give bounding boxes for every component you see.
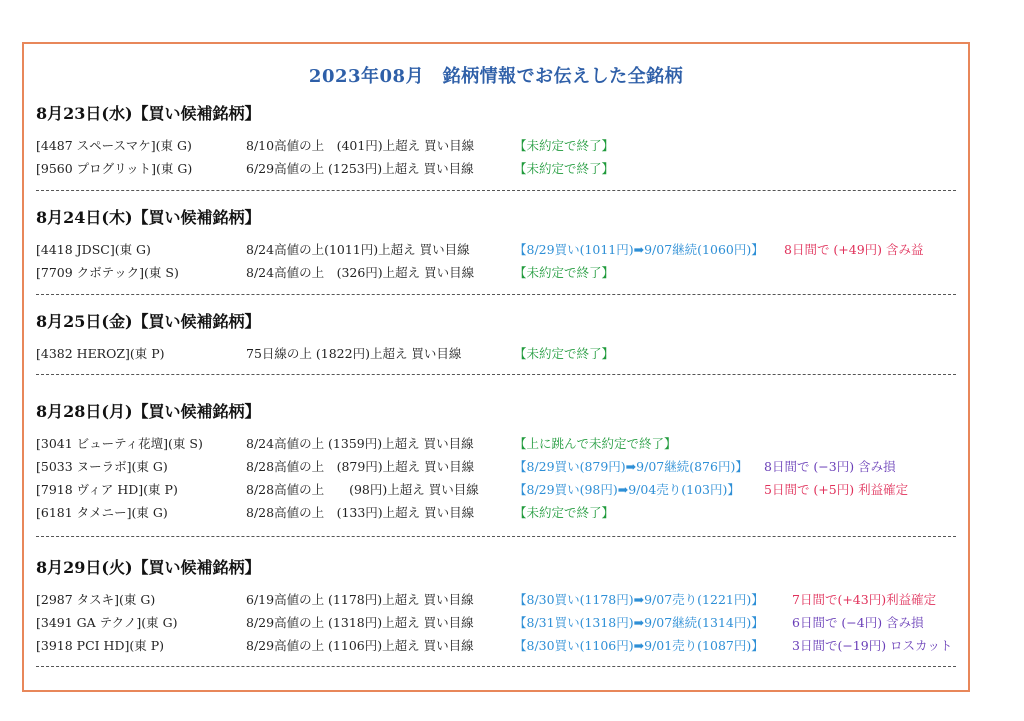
entry-condition: 8/28高値の上 (133円)上超え 買い目線 bbox=[246, 505, 475, 520]
trade-result: 【未約定で終了】 bbox=[514, 265, 615, 280]
trade-outcome: 6日間で (−4円) 含み損 bbox=[792, 615, 924, 630]
stock-name: [2987 タスキ](東 G) bbox=[36, 592, 156, 607]
date-heading: 8月24日(木)【買い候補銘柄】 bbox=[36, 208, 261, 227]
stock-row bbox=[36, 238, 956, 261]
section-divider bbox=[36, 666, 956, 667]
stock-row bbox=[36, 455, 956, 478]
stock-name: [9560 プログリット](東 G) bbox=[36, 161, 193, 176]
date-heading: 8月29日(火)【買い候補銘柄】 bbox=[36, 558, 261, 577]
stock-name: [4418 JDSC](東 G) bbox=[36, 242, 151, 257]
page-title: 2023年08月 銘柄情報でお伝えした全銘柄 bbox=[308, 66, 684, 87]
trade-outcome: 5日間で (+5円) 利益確定 bbox=[764, 482, 909, 497]
trade-result: 【未約定で終了】 bbox=[514, 505, 615, 520]
stock-row bbox=[36, 588, 956, 611]
document-frame bbox=[22, 42, 970, 692]
stock-row bbox=[36, 501, 956, 524]
trade-outcome: 3日間で(−19円) ロスカット bbox=[792, 638, 953, 653]
stock-row bbox=[36, 634, 956, 657]
section-divider bbox=[36, 374, 956, 375]
stock-row bbox=[36, 157, 956, 180]
section-divider bbox=[36, 536, 956, 537]
trade-outcome: 7日間で(+43円)利益確定 bbox=[792, 592, 937, 607]
trade-result: 【8/30買い(1106円)➡9/01売り(1087円)】 bbox=[514, 638, 764, 653]
stock-name: [4487 スペースマケ](東 G) bbox=[36, 138, 192, 153]
date-section bbox=[36, 556, 956, 657]
stock-name: [3918 PCI HD](東 P) bbox=[36, 638, 164, 653]
entry-condition: 8/24高値の上(1011円)上超え 買い目線 bbox=[246, 242, 470, 257]
entry-condition: 6/29高値の上 (1253円)上超え 買い目線 bbox=[246, 161, 474, 176]
trade-result: 【8/31買い(1318円)➡9/07継続(1314円)】 bbox=[514, 615, 764, 630]
entry-condition: 8/29高値の上 (1318円)上超え 買い目線 bbox=[246, 615, 474, 630]
trade-result: 【未約定で終了】 bbox=[514, 138, 615, 153]
entry-condition: 75日線の上 (1822円)上超え 買い目線 bbox=[246, 346, 462, 361]
date-section bbox=[36, 102, 956, 180]
entry-condition: 8/29高値の上 (1106円)上超え 買い目線 bbox=[246, 638, 474, 653]
trade-result: 【8/29買い(98円)➡9/04売り(103円)】 bbox=[514, 482, 740, 497]
stock-name: [3041 ビューティ花壇](東 S) bbox=[36, 436, 203, 451]
trade-outcome: 8日間で (−3円) 含み損 bbox=[764, 459, 896, 474]
stock-row bbox=[36, 432, 956, 455]
entry-condition: 8/24高値の上 (326円)上超え 買い目線 bbox=[246, 265, 475, 280]
entry-condition: 8/28高値の上 (879円)上超え 買い目線 bbox=[246, 459, 475, 474]
entry-condition: 8/10高値の上 (401円)上超え 買い目線 bbox=[246, 138, 475, 153]
date-section bbox=[36, 400, 956, 524]
stock-name: [3491 GA テクノ](東 G) bbox=[36, 615, 178, 630]
stock-row bbox=[36, 342, 956, 365]
stock-name: [7918 ヴィア HD](東 P) bbox=[36, 482, 178, 497]
trade-result: 【未約定で終了】 bbox=[514, 346, 615, 361]
date-heading: 8月23日(水)【買い候補銘柄】 bbox=[36, 104, 261, 123]
trade-result: 【未約定で終了】 bbox=[514, 161, 615, 176]
stock-row bbox=[36, 261, 956, 284]
trade-outcome: 8日間で (+49円) 含み益 bbox=[784, 242, 924, 257]
stock-row bbox=[36, 134, 956, 157]
date-section bbox=[36, 310, 956, 365]
date-heading: 8月25日(金)【買い候補銘柄】 bbox=[36, 312, 261, 331]
section-divider bbox=[36, 294, 956, 295]
stock-name: [6181 タメニー](東 G) bbox=[36, 505, 168, 520]
section-divider bbox=[36, 190, 956, 191]
stock-name: [7709 クボテック](東 S) bbox=[36, 265, 179, 280]
stock-row bbox=[36, 611, 956, 634]
entry-condition: 8/28高値の上 (98円)上超え 買い目線 bbox=[246, 482, 479, 497]
date-section bbox=[36, 206, 956, 284]
date-heading: 8月28日(月)【買い候補銘柄】 bbox=[36, 402, 261, 421]
trade-result: 【上に跳んで未約定で終了】 bbox=[514, 436, 677, 451]
stock-name: [4382 HEROZ](東 P) bbox=[36, 346, 165, 361]
entry-condition: 6/19高値の上 (1178円)上超え 買い目線 bbox=[246, 592, 474, 607]
entry-condition: 8/24高値の上 (1359円)上超え 買い目線 bbox=[246, 436, 474, 451]
stock-row bbox=[36, 478, 956, 501]
stock-name: [5033 ヌーラボ](東 G) bbox=[36, 459, 168, 474]
trade-result: 【8/30買い(1178円)➡9/07売り(1221円)】 bbox=[514, 592, 764, 607]
trade-result: 【8/29買い(879円)➡9/07継続(876円)】 bbox=[514, 459, 748, 474]
trade-result: 【8/29買い(1011円)➡9/07継続(1060円)】 bbox=[514, 242, 764, 257]
